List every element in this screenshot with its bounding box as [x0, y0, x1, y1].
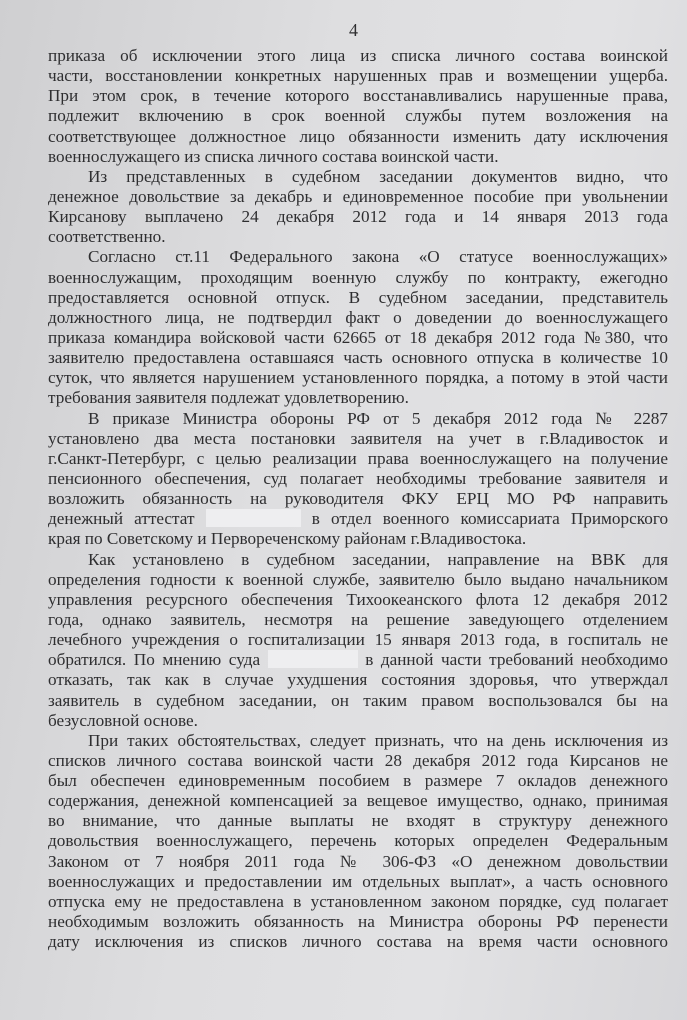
- text-line: определения годности к военной службе, заявителю было выдано начальником: [48, 569, 668, 589]
- text-line: содержания, денежной компенсацией за вещевое имущество, однако, принимая: [48, 791, 668, 811]
- page-number: 4: [349, 20, 358, 40]
- text-line: г.Санкт-Петербург, с целью реализации права военнослужащего на получение: [48, 448, 668, 468]
- text-line: должностного лица, не подтвердил факт о доведении до военнослужащего: [48, 307, 668, 327]
- text-line: заявитель в судебном заседании, он таким правом воспользовался бы на: [48, 690, 668, 710]
- text-line: В приказе Министра обороны РФ от 5 декабря 2012 года № 2287: [88, 408, 668, 428]
- text-line: довольствия военнослужащего, перечень которых определен Федеральным: [48, 831, 668, 851]
- text-line: пенсионного обеспечения, суд полагает необходимы требование заявителя и: [48, 468, 668, 488]
- text-line: соответствующее должностное лицо обязанности изменить дату исключения: [48, 126, 668, 146]
- text-line: управления ресурсного обеспечения Тихоокеанского флота 12 декабря 2012: [48, 589, 668, 609]
- text-line: необходимым возложить обязанность на Министра обороны РФ перенести: [48, 912, 668, 932]
- text-line: Кирсанову выплачено 24 декабря 2012 года и 14 января 2013 года: [48, 207, 668, 227]
- text-line: военнослужащих и предоставлении им отдельных выплат», а часть основного: [48, 871, 668, 891]
- text-line: года, однако заявитель, несмотря на решение заведующего отделением: [48, 609, 668, 629]
- paragraph: [48, 247, 668, 408]
- redacted-area: [206, 509, 301, 527]
- redacted-area: [268, 650, 358, 668]
- text-line: был обеспечен единовременным пособием в размере 7 окладов денежного: [48, 771, 668, 791]
- text-line: дату исключения из списков личного состава на время части основного: [48, 932, 668, 952]
- text-line: края по Советскому и Первореченскому районам г.Владивостока.: [48, 529, 527, 549]
- text-line: денежное довольствие за декабрь и единовременное пособие при увольнении: [48, 186, 668, 206]
- text-after-redaction: в данной части требований необходимо: [365, 650, 669, 670]
- text-line: безусловной основе.: [48, 710, 198, 730]
- text-line: приказа командира войсковой части 62665 от 18 декабря 2012 года №380, что: [48, 327, 668, 347]
- text-line: военнослужащего из списка личного состава воинской части.: [48, 146, 499, 166]
- text-before-redaction: обратился. По мнению суда: [48, 650, 261, 670]
- text-line: возложить обязанность на руководителя ФКУ ЕРЦ МО РФ направить: [48, 489, 668, 509]
- text-line: во внимание, что данные выплаты не входят в структуру денежного: [48, 811, 668, 831]
- text-after-redaction: в отдел военного комиссариата Приморского: [311, 509, 669, 529]
- text-line: части, восстановлении конкретных нарушенных прав и возмещении ущерба.: [48, 66, 668, 86]
- text-line: отказать, так как в случае ухудшения состояния здоровья, что утверждал: [48, 670, 668, 690]
- paragraph: [48, 167, 668, 248]
- text-line: отпуска ему не предоставлена в установленном законом порядке, суд полагает: [48, 891, 668, 911]
- text-line: установлено два места постановки заявителя на учет в г.Владивосток и: [48, 428, 668, 448]
- text-line: суток, что является нарушением установленного порядка, а потому в этой части: [48, 368, 668, 388]
- text-line: Законом от 7 ноября 2011 года № 306-ФЗ «О денежном довольствии: [48, 851, 668, 871]
- text-before-redaction: денежный аттестат: [48, 509, 195, 529]
- text-line: списков личного состава воинской части 28 декабря 2012 года Кирсанов не: [48, 750, 668, 770]
- paragraph: [48, 46, 668, 167]
- text-line: Как установлено в судебном заседании, направление на ВВК для: [88, 549, 668, 569]
- text-line: [48, 650, 668, 670]
- text-line: [48, 509, 668, 529]
- text-line: Из представленных в судебном заседании документов видно, что: [88, 166, 668, 186]
- text-line: подлежит включению в срок военной службы путем возложения на: [48, 106, 668, 126]
- text-line: лечебного учреждения о госпитализации 15 января 2013 года, в госпиталь не: [48, 630, 668, 650]
- paragraph: [48, 409, 668, 550]
- paragraph: [48, 550, 668, 731]
- text-line: соответственно.: [48, 227, 166, 247]
- text-line: заявителю предоставлена оставшаяся часть основного отпуска в количестве 10: [48, 348, 668, 368]
- text-line: приказа об исключении этого лица из списка личного состава воинской: [48, 46, 668, 65]
- text-line: Согласно ст.11 Федерального закона «О статусе военнослужащих»: [88, 247, 668, 267]
- paragraph: [48, 731, 668, 953]
- text-line: военнослужащим, проходящим военную службу по контракту, ежегодно: [48, 267, 668, 287]
- text-line: требования заявителя подлежат удовлетворению.: [48, 388, 409, 408]
- text-line: предоставляется основной отпуск. В судебном заседании, представитель: [48, 287, 668, 307]
- document-body: [48, 46, 668, 952]
- text-line: При таких обстоятельствах, следует признать, что на день исключения из: [88, 730, 668, 750]
- text-line: При этом срок, в течение которого восстанавливались нарушенные права,: [48, 86, 668, 106]
